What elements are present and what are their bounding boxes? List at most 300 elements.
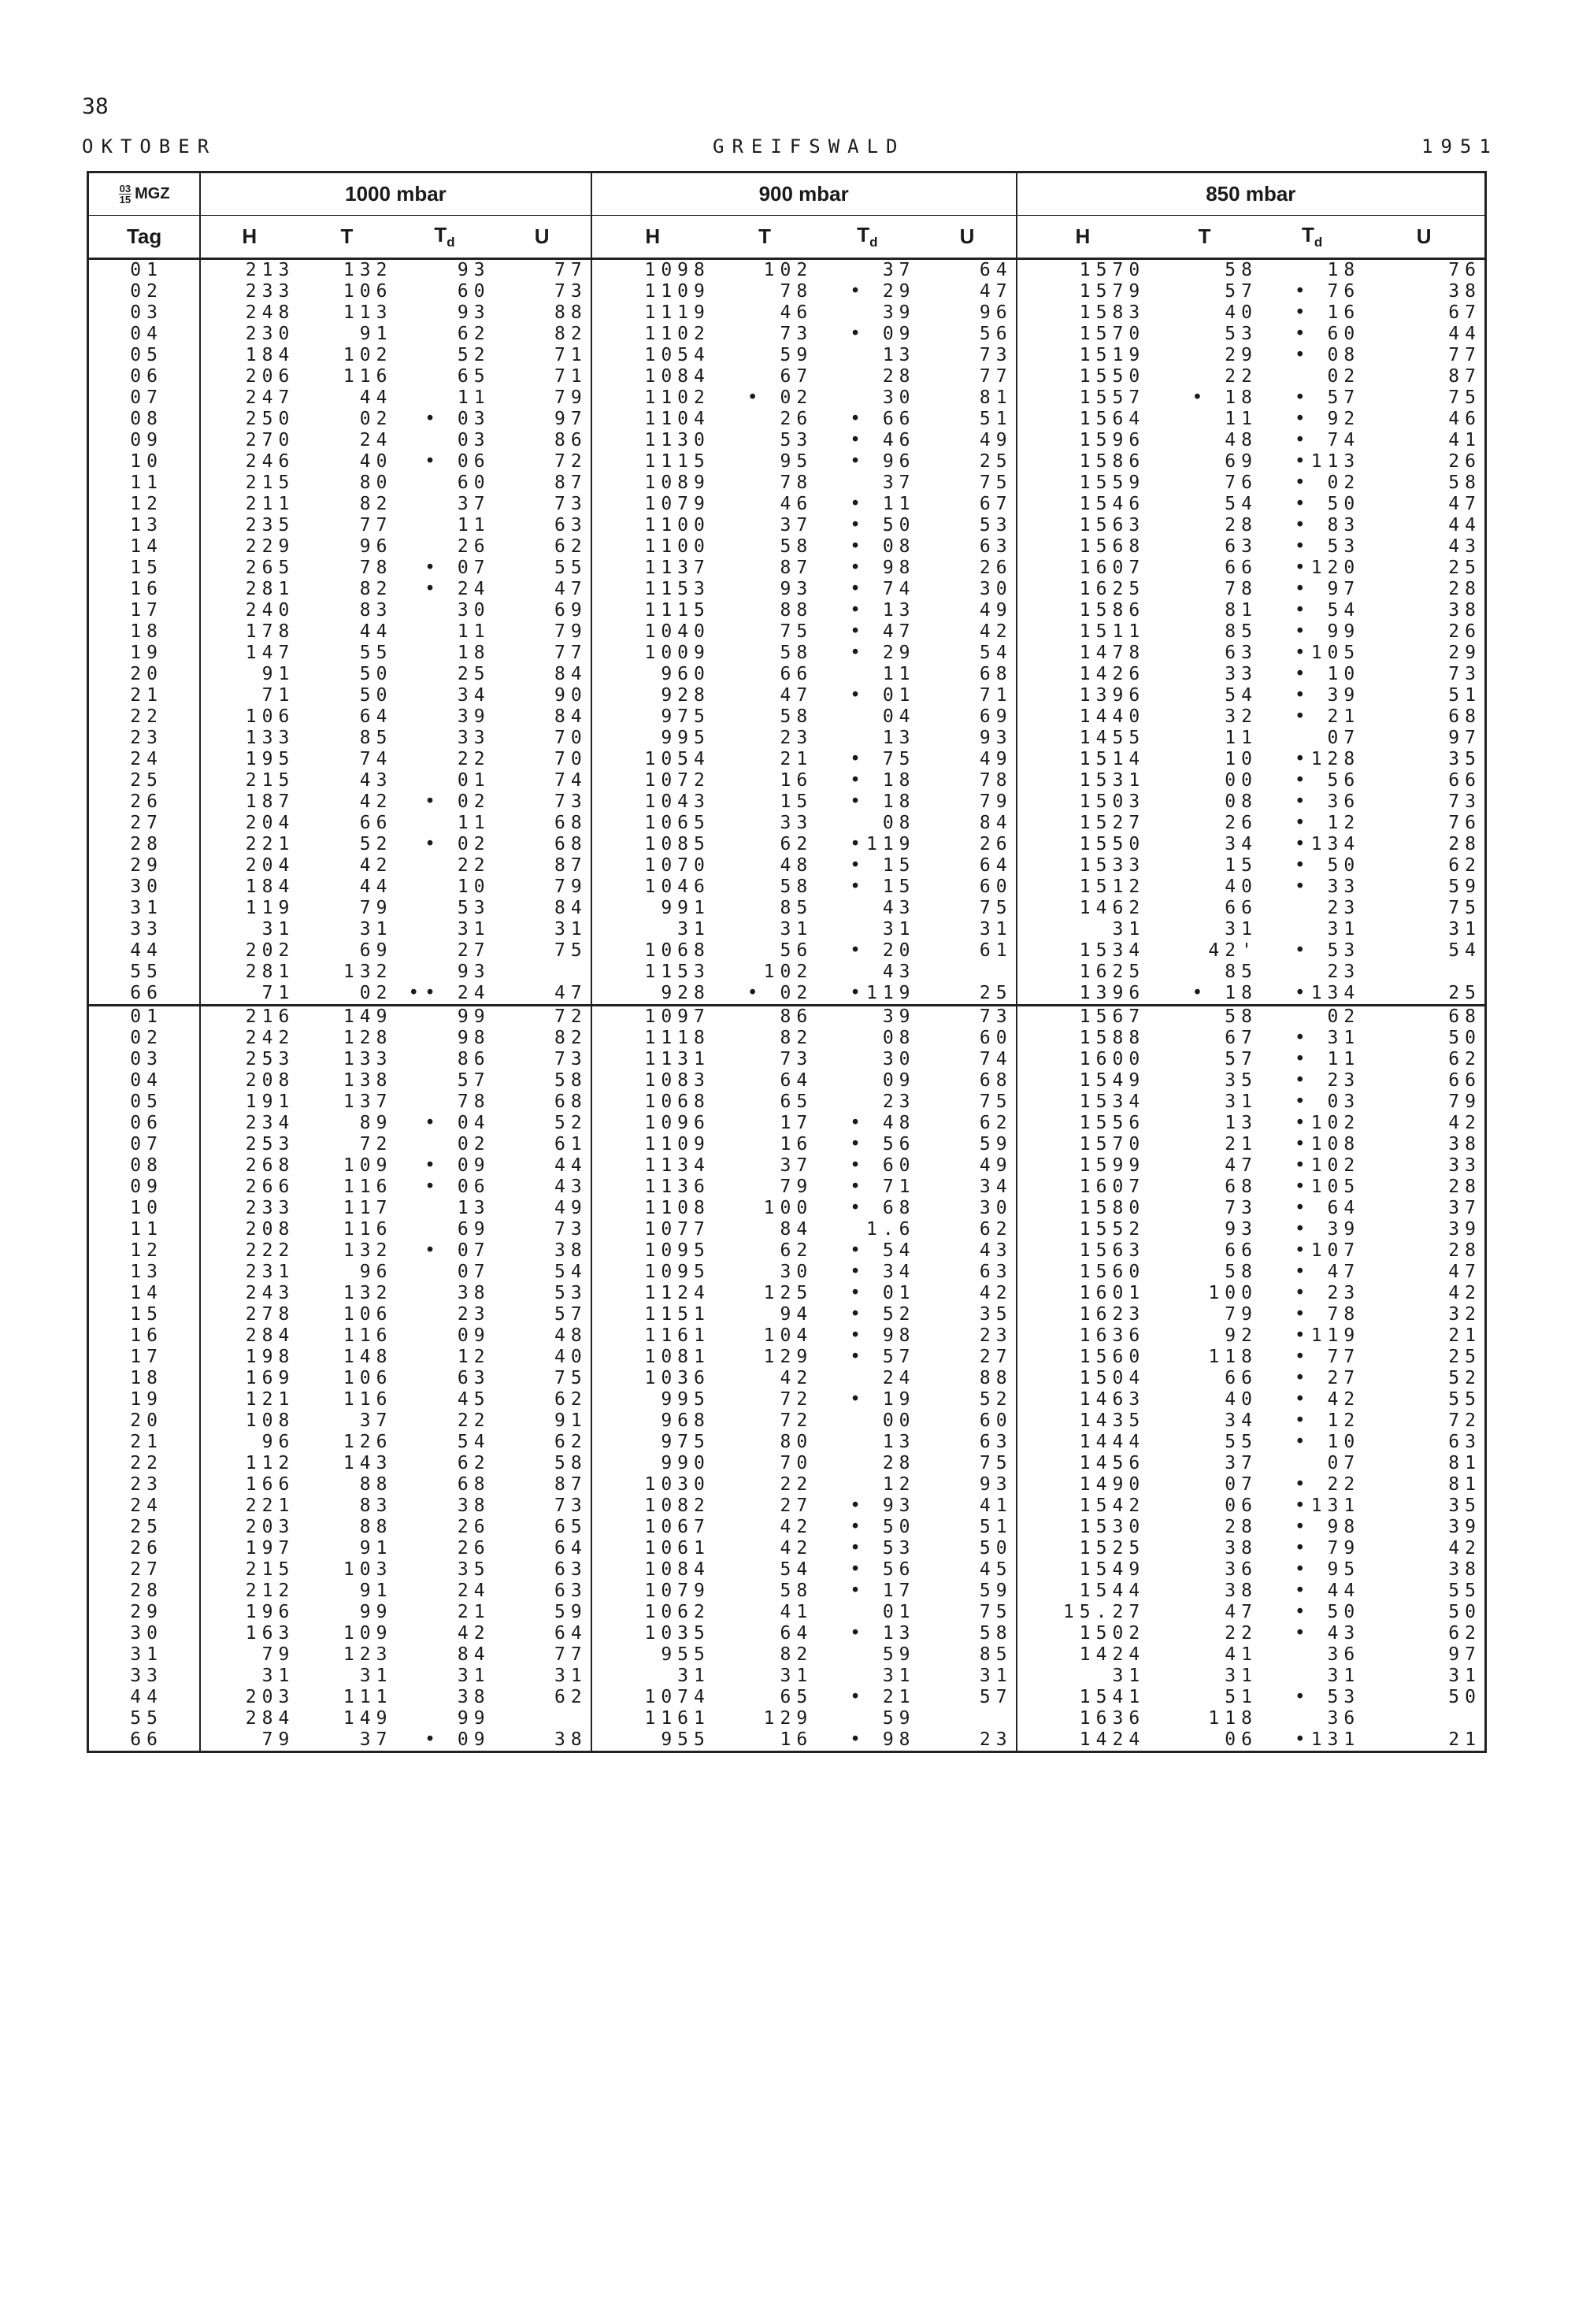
table-row [88,962,1486,983]
cell-u-900: 84 [919,813,1017,834]
cell-t-850: 57 [1225,1049,1258,1069]
cell-u-850: 59 [1448,877,1481,897]
cell-t-900: 16 [780,1134,813,1155]
cell-t-1000: 66 [359,813,393,833]
cell-t-850: 31 [1225,1666,1258,1686]
cell-h-850: 1530 [1079,1517,1146,1537]
cell-u-850: 76 [1448,813,1481,833]
cell-u-850: 42 [1448,1283,1481,1303]
cell-u-900: 59 [919,1581,1017,1602]
cell-day: 55 [88,962,201,983]
cell-t-900: 64 [780,1070,813,1091]
cell-u-1000: 63 [494,1559,591,1581]
cell-td-1000: 22 [457,1410,491,1431]
cell-td-1000: • 06 [424,1177,491,1197]
cell-h-900: 1040 [644,621,710,642]
cell-u-1000: 79 [494,387,591,409]
cell-td-900: •119 [850,983,916,1003]
cell-u-900: 35 [919,1304,1017,1325]
cell-td-850: • 76 [1294,281,1361,302]
cell-day: 20 [88,1410,201,1432]
cell-t-1000: 116 [343,1177,393,1197]
cell-u-900: 49 [919,600,1017,621]
cell-h-900: 1134 [644,1155,710,1176]
cell-t-1000: 43 [359,770,393,791]
cell-t-850: 22 [1225,1623,1258,1644]
table-row [88,1623,1486,1644]
table-row [88,473,1486,494]
cell-u-900: 49 [919,749,1017,770]
cell-t-900: 26 [780,409,813,429]
table-row [88,1602,1486,1623]
cell-u-900: 75 [919,1602,1017,1623]
cell-t-1000: 123 [343,1644,393,1665]
cell-td-850: 18 [1327,260,1361,280]
cell-t-850: 58 [1225,260,1258,280]
cell-day: 26 [88,1538,201,1559]
cell-t-900: 58 [780,706,813,727]
cell-td-900: • 19 [850,1389,916,1410]
col-td-label: T [1301,222,1314,246]
cell-t-850: • 18 [1191,983,1258,1003]
cell-t-1000: 109 [343,1623,393,1644]
cell-day: 44 [88,1687,201,1708]
cell-h-850: 1560 [1079,1262,1146,1282]
cell-td-900: • 15 [850,877,916,897]
cell-t-850: 07 [1225,1474,1258,1495]
cell-td-900: • 13 [850,1623,916,1644]
cell-h-850: 1426 [1079,664,1146,684]
col-u-header: U [919,216,1017,259]
cell-t-1000: 69 [359,940,393,961]
cell-td-900: • 57 [850,1347,916,1367]
cell-t-900: 87 [780,558,813,578]
cell-t-1000: 83 [359,1496,393,1516]
cell-t-900: 30 [780,1262,813,1282]
cell-h-900: 1130 [644,430,710,450]
cell-h-850: 1586 [1079,451,1146,472]
cell-h-1000: 230 [245,324,295,344]
cell-td-850: • 97 [1294,579,1361,599]
cell-t-850: 51 [1225,1687,1258,1707]
cell-u-850: 79 [1448,1092,1481,1112]
cell-day: 21 [88,685,201,706]
cell-h-850: 1564 [1079,409,1146,429]
time-denominator: 15 [119,194,132,206]
cell-td-900: 13 [882,1432,916,1452]
cell-td-900: • 53 [850,1538,916,1559]
cell-u-1000: 84 [494,664,591,685]
cell-h-900: 1153 [644,579,710,599]
table-row [88,983,1486,1006]
cell-t-850: 40 [1225,302,1258,323]
cell-td-1000: • 07 [424,558,491,578]
cell-td-850: • 22 [1294,1474,1361,1495]
table-row [88,940,1486,962]
cell-h-850: 1490 [1079,1474,1146,1495]
cell-td-900: 30 [882,387,916,408]
cell-t-1000: 52 [359,834,393,854]
cell-day: 12 [88,494,201,515]
cell-h-1000: 243 [245,1283,295,1303]
cell-td-1000: 35 [457,1559,491,1580]
cell-u-850: 26 [1448,621,1481,642]
table-row [88,324,1486,345]
cell-t-850: 37 [1225,1453,1258,1473]
cell-td-850: • 50 [1294,855,1361,876]
cell-t-850: 118 [1208,1708,1258,1729]
cell-t-900: 67 [780,366,813,387]
cell-h-900: 1115 [644,600,710,621]
cell-t-900: 79 [780,1177,813,1197]
cell-u-850: 54 [1448,940,1481,961]
cell-t-1000: 55 [359,643,393,663]
cell-u-900: 77 [919,366,1017,387]
cell-h-900: 1100 [644,536,710,557]
cell-td-850: 23 [1327,962,1361,982]
cell-h-850: 1625 [1079,579,1146,599]
cell-u-850: 77 [1448,345,1481,365]
cell-td-850: • 57 [1294,387,1361,408]
cell-td-1000: 31 [457,1666,491,1686]
cell-u-900: 64 [919,855,1017,877]
cell-u-900: 69 [919,706,1017,728]
col-t-header: T [298,216,395,259]
day-header: Tag [88,216,201,259]
cell-h-900: 1054 [644,345,710,365]
cell-u-850: 67 [1448,302,1481,323]
cell-h-900: 1151 [644,1304,710,1325]
cell-t-1000: 132 [343,1240,393,1261]
cell-u-1000: 73 [494,1049,591,1070]
cell-h-900: 1095 [644,1262,710,1282]
cell-t-900: 41 [780,1602,813,1622]
cell-h-1000: 211 [245,494,295,514]
cell-t-900: 94 [780,1304,813,1325]
table-row [88,1155,1486,1177]
cell-h-1000: 281 [245,962,295,982]
table-row [88,898,1486,919]
cell-u-1000: 77 [494,1644,591,1666]
cell-h-850: 1588 [1079,1028,1146,1048]
cell-h-900: 1070 [644,855,710,876]
cell-day: 31 [88,898,201,919]
cell-t-1000: 96 [359,536,393,557]
cell-td-850: • 42 [1294,1389,1361,1410]
cell-u-900: 75 [919,1092,1017,1113]
cell-u-850: 39 [1448,1219,1481,1240]
cell-day: 02 [88,1028,201,1049]
cell-t-1000: 132 [343,260,393,280]
col-t-header: T [713,216,816,259]
cell-u-1000: 82 [494,1028,591,1049]
table-row [88,728,1486,749]
cell-t-1000: 109 [343,1155,393,1176]
cell-t-900: 80 [780,1432,813,1452]
cell-t-1000: 50 [359,685,393,706]
cell-u-900: 56 [919,324,1017,345]
cell-day: 28 [88,1581,201,1602]
cell-u-1000: 47 [494,983,591,1006]
cell-td-850: • 12 [1294,1410,1361,1431]
cell-h-850: 1583 [1079,302,1146,323]
cell-h-1000: 119 [245,898,295,918]
cell-h-850: 1552 [1079,1219,1146,1240]
cell-t-900: 82 [780,1028,813,1048]
table-row [88,1219,1486,1240]
cell-h-900: 1046 [644,877,710,897]
cell-h-1000: 184 [245,345,295,365]
cell-u-1000: 52 [494,1113,591,1134]
cell-h-1000: 215 [245,770,295,791]
cell-u-900: 43 [919,1240,1017,1262]
cell-td-900: • 20 [850,940,916,961]
cell-td-1000: 11 [457,387,491,408]
cell-h-1000: 233 [245,281,295,302]
cell-t-900: 47 [780,685,813,706]
cell-t-900: 37 [780,1155,813,1176]
cell-h-1000: 231 [245,1262,295,1282]
cell-u-900: 31 [919,1666,1017,1687]
cell-t-850: 66 [1225,558,1258,578]
time-numerator: 03 [119,183,132,195]
cell-h-850: 1549 [1079,1559,1146,1580]
cell-u-900 [919,1708,1017,1729]
cell-u-850: 31 [1448,919,1481,940]
cell-h-1000: 268 [245,1155,295,1176]
cell-h-1000: 198 [245,1347,295,1367]
cell-h-900: 1054 [644,749,710,769]
cell-h-900: 968 [661,1410,710,1431]
cell-u-1000: 70 [494,728,591,749]
table-row [88,770,1486,791]
cell-td-850: •108 [1294,1134,1361,1155]
cell-t-850: 28 [1225,1517,1258,1537]
cell-td-900: 24 [882,1368,916,1388]
cell-td-1000: 26 [457,1538,491,1559]
cell-t-900: 78 [780,281,813,302]
cell-h-900: 1067 [644,1517,710,1537]
cell-u-1000: 58 [494,1070,591,1092]
cell-u-1000: 82 [494,324,591,345]
cell-t-850: 31 [1225,1092,1258,1112]
cell-td-850: • 92 [1294,409,1361,429]
cell-td-900: • 15 [850,855,916,876]
table-row [88,409,1486,430]
cell-u-850: 29 [1448,643,1481,663]
cell-u-900: 75 [919,898,1017,919]
cell-t-850: 34 [1225,1410,1258,1431]
cell-h-850: 1550 [1079,366,1146,387]
cell-h-850: 1456 [1079,1453,1146,1473]
cell-t-900: 73 [780,324,813,344]
table-row [88,1092,1486,1113]
table-row [88,281,1486,302]
cell-td-850: • 44 [1294,1581,1361,1601]
col-u-header: U [494,216,591,259]
cell-td-900: • 18 [850,791,916,812]
cell-td-900: • 01 [850,685,916,706]
time-unit: MGZ [135,184,170,202]
cell-td-850: 36 [1327,1644,1361,1665]
cell-t-850: 76 [1225,473,1258,493]
cell-u-900: 71 [919,685,1017,706]
cell-td-1000: 93 [457,302,491,323]
cell-td-1000: 84 [457,1644,491,1665]
cell-day: 13 [88,515,201,536]
cell-td-850: • 02 [1294,473,1361,493]
cell-td-850: 31 [1327,1666,1361,1686]
cell-td-850: • 53 [1294,536,1361,557]
cell-t-850: 47 [1225,1602,1258,1622]
cell-td-900: • 18 [850,770,916,791]
time-header-cell [88,172,201,216]
cell-t-1000: 149 [343,1708,393,1729]
cell-td-900: 31 [882,1666,916,1686]
cell-day: 22 [88,706,201,728]
cell-h-1000: 215 [245,473,295,493]
cell-u-900: 79 [919,791,1017,813]
cell-t-900: 66 [780,664,813,684]
cell-h-850: 1636 [1079,1325,1146,1346]
cell-t-900: 70 [780,1453,813,1473]
cell-u-1000: 87 [494,473,591,494]
cell-day: 16 [88,1325,201,1347]
cell-u-850: 46 [1448,409,1481,429]
cell-td-850: •105 [1294,643,1361,663]
cell-td-1000: 26 [457,1517,491,1537]
cell-u-1000: 59 [494,1602,591,1623]
cell-h-1000: 222 [245,1240,295,1261]
cell-t-1000: 117 [343,1198,393,1218]
cell-t-850: 06 [1225,1496,1258,1516]
cell-td-850: 02 [1261,1006,1363,1029]
cell-u-1000: 31 [494,919,591,940]
cell-h-1000: 71 [261,983,295,1003]
cell-td-1000: 33 [457,728,491,748]
cell-day: 14 [88,1283,201,1304]
cell-td-900: • 08 [850,536,916,557]
cell-td-900: 31 [882,919,916,940]
cell-t-900: 125 [763,1283,813,1303]
cell-t-850: 92 [1225,1325,1258,1346]
cell-td-1000: 93 [457,260,491,280]
cell-u-900: 57 [919,1687,1017,1708]
cell-t-900: 22 [780,1474,813,1495]
cell-t-900: 15 [780,791,813,812]
cell-t-850: 53 [1225,324,1258,344]
cell-u-1000: 68 [494,1092,591,1113]
cell-u-1000: 62 [494,1389,591,1410]
cell-td-1000: 42 [457,1623,491,1644]
cell-t-1000: 96 [359,1262,393,1282]
cell-t-1000: 106 [343,1304,393,1325]
cell-t-900: 62 [780,1240,813,1261]
cell-td-1000: 10 [457,877,491,897]
table-row [88,791,1486,813]
cell-t-900: 42 [780,1368,813,1388]
cell-t-900: 62 [780,834,813,854]
cell-u-1000: 73 [494,281,591,302]
cell-u-850: 75 [1448,387,1481,408]
cell-day: 11 [88,473,201,494]
cell-td-900: • 47 [850,621,916,642]
cell-td-1000: 63 [457,1368,491,1388]
cell-td-900: • 60 [850,1155,916,1176]
cell-h-1000: 147 [245,643,295,663]
cell-t-1000: 133 [343,1049,393,1069]
table-row [88,1177,1486,1198]
cell-t-900: 82 [780,1644,813,1665]
cell-u-900: 31 [919,919,1017,940]
cell-t-900: 104 [763,1325,813,1346]
cell-u-850: 62 [1448,855,1481,876]
cell-t-900: 95 [780,451,813,472]
cell-t-900: 58 [780,536,813,557]
cell-t-850: 78 [1225,579,1258,599]
cell-h-850: 1542 [1079,1496,1146,1516]
cell-t-1000: 126 [343,1432,393,1452]
cell-h-1000: 31 [261,1666,295,1686]
cell-day: 29 [88,1602,201,1623]
cell-t-850: 81 [1225,600,1258,621]
cell-t-900: • 02 [747,983,813,1003]
cell-u-850: 52 [1448,1368,1481,1388]
cell-t-1000: 88 [359,1517,393,1537]
cell-td-900: • 01 [850,1283,916,1303]
cell-u-900: 49 [919,1155,1017,1177]
cell-td-1000: 12 [457,1347,491,1367]
cell-day: 27 [88,813,201,834]
cell-day: 05 [88,1092,201,1113]
cell-t-850: • 18 [1191,387,1258,408]
cell-u-1000: 72 [494,1006,591,1029]
cell-td-850: • 39 [1294,1219,1361,1240]
cell-u-850: 31 [1448,1666,1481,1686]
cell-t-900: 16 [780,1729,813,1750]
cell-h-1000: 233 [245,1198,295,1218]
table-row [88,877,1486,898]
cell-h-900: 1115 [644,451,710,472]
cell-u-1000: 87 [494,1474,591,1496]
cell-td-850: • 53 [1294,940,1361,961]
cell-td-1000: 53 [457,898,491,918]
cell-u-850: 44 [1448,324,1481,344]
cell-u-900: 26 [919,834,1017,855]
cell-h-850: 1544 [1079,1581,1146,1601]
cell-h-850: 1534 [1079,1092,1146,1112]
cell-td-900: 11 [882,664,916,684]
cell-t-1000: 85 [359,728,393,748]
cell-u-1000: 88 [494,302,591,324]
cell-h-850: 15.27 [1062,1602,1146,1622]
cell-td-850: • 43 [1294,1623,1361,1644]
table-row [88,366,1486,387]
cell-td-850: •120 [1294,558,1361,578]
cell-h-850: 1511 [1079,621,1146,642]
cell-td-900: • 68 [850,1198,916,1218]
cell-td-1000: 24 [457,1581,491,1601]
table-row [88,1134,1486,1155]
cell-h-1000: 229 [245,536,295,557]
cell-h-1000: 270 [245,430,295,450]
cell-td-1000: 38 [457,1687,491,1707]
cell-h-1000: 206 [245,366,295,387]
cell-h-1000: 213 [245,260,295,280]
cell-h-900: 1136 [644,1177,710,1197]
cell-u-1000: 71 [494,345,591,366]
cell-u-1000: 40 [494,1347,591,1368]
